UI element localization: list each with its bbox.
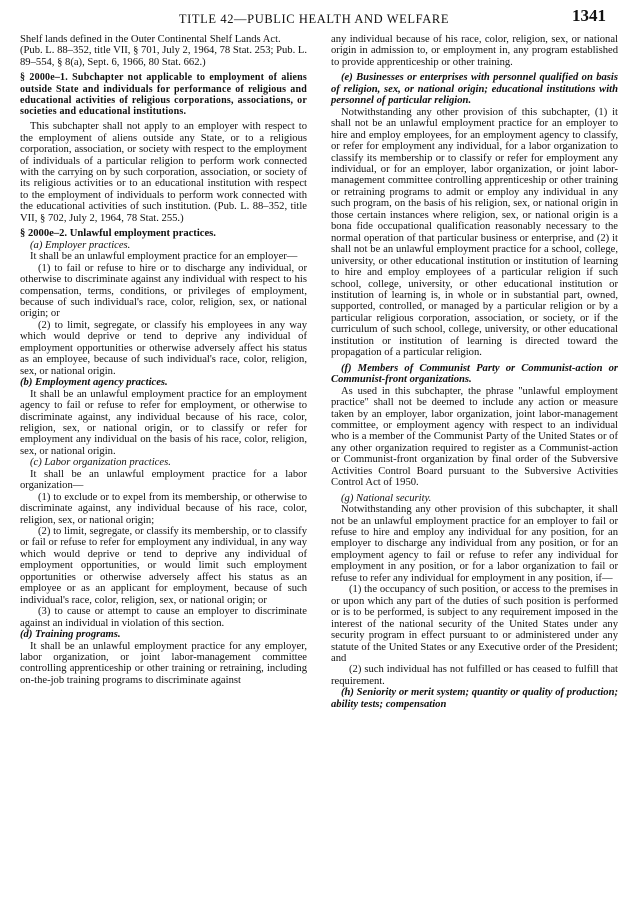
clause: (1) to exclude or to expel from its membership, or otherwise to discriminate against, any individual because of his race, color, religion, sex, or national origin; [20, 491, 307, 526]
left-column [20, 34, 307, 686]
paragraph: It shall be an unlawful employment practice for an employment agency to fail or refuse to refer for employment, or otherwise to discriminate against, any individual because of his race, color, religion, sex, or national origin, or to classify or refer for employment any individual on the basis of his race, color, religion, sex, or national origin. [20, 388, 307, 457]
subsection-heading: (a) Employer practices. [30, 239, 131, 251]
paragraph: As used in this subchapter, the phrase "unlawful employment practice" shall not be deemed to include any action or measure taken by an employer, labor organization, joint labor-management committee, or employment agency with respect to an individual who is a member of the Communist Party of the United States or of any other organization required to register as a Communist-action or Communist-front organization by final order of the Subversive Activities Control Board pursuant to the Subversive Activities Control Act of 1950. [331, 385, 618, 489]
subsection-heading: (b) Employment agency practices. [20, 377, 168, 389]
subsection-heading: (g) National security. [341, 492, 432, 504]
clause: (2) to limit, segregate, or classify his employees in any way which would deprive or tend to deprive any individual of employment opportunities or otherwise adversely affect his status as an employee, because of such individual's race, color, religion, sex, or national origin. [20, 319, 307, 377]
paragraph: It shall be an unlawful employment practice for an employer— [30, 251, 298, 263]
subsection-heading: (c) Labor organization practices. [30, 457, 171, 469]
running-title: TITLE 42—PUBLIC HEALTH AND WELFARE [178, 12, 450, 26]
subsection-heading: (d) Training programs. [20, 629, 121, 641]
page-header [22, 4, 606, 30]
clause: (3) to cause or attempt to cause an employer to discriminate against an individual in violation of this section. [20, 606, 307, 629]
paragraph: It shall be an unlawful employment practice for a labor organization— [20, 468, 307, 492]
right-column [331, 34, 618, 710]
citation: (Pub. L. 88–352, title VII, § 701, July 2, 1964, 78 Stat. 253; Pub. L. 89–554, § 8(a), Sept. 6, 1966, 80 Stat. 662.) [20, 45, 308, 68]
subsection-heading: (e) Businesses or enterprises with personnel qualified on basis of religion, sex, or national origin; educational institutions with personnel of particular religion. [331, 72, 618, 107]
paragraph: Shelf lands defined in the Outer Continental Shelf Lands Act. [20, 34, 281, 45]
paragraph: It shall be an unlawful employment practice for any employer, labor organization, or joint labor-management committee controlling apprenticeship or other training or retraining, including on-the-job training programs to discriminate against [20, 640, 307, 686]
clause: (2) such individual has not fulfilled or has ceased to fulfill that requirement. [331, 664, 618, 687]
clause: (1) the occupancy of such position, or access to the premises in or upon which any part of the duties of such position is performed or is to be performed, is subject to any requirement imposed in the interest of the national security of the United States under any security program in effect pursuant to or administered under any statute of the United States or any Executive order of the President; and [331, 584, 618, 665]
page-number: 1341 [572, 6, 606, 25]
clause: (1) to fail or refuse to hire or to discharge any individual, or otherwise to discriminate against any individual with respect to his compensation, terms, conditions, or privileges of employment, because of such individual's race, color, religion, sex, or national origin; or [20, 262, 307, 320]
paragraph: Notwithstanding any other provision of this subchapter, it shall not be an unlawful employment practice for an employer to fail or refuse to hire and employ any individual for any position, for an employer to discharge any individual from any position, or for an employment agency to fail or refuse to refer any individual for employment in any position, or for a labor organization to fail or refuse to refer any individual for employment in any position, if— [331, 504, 618, 584]
subsection-heading: (f) Members of Communist Party or Communist-action or Communist-front organizations. [331, 362, 618, 386]
paragraph: Notwithstanding any other provision of this subchapter, (1) it shall not be an unlawful employment practice for an employer to hire and employ employees, for an employment agency to classify, or refer for employment any individual, for a labor organization to classify its membership or to classify or refer for employment any individual, or for an employer, labor organization, or joint labor-management committee controlling apprenticeship or other training or retraining programs to admit or employ any individual in any such program, on the basis of his religion, sex, or national origin in those certain instances where religion, sex, or national origin is a bona fide occupational qualification reasonably necessary to the normal operation of that particular business or enterprise, and (2) it shall not be an unlawful employment practice for a school, college, university, or other educational institution or institution of learning to hire and employ employees of a particular religion if such school, college, university, or other educational institution or institution of learning is, in whole or in substantial part, owned, supported, controlled, or managed by a particular religion or by a particular religious corporation, association, or society, or if the curriculum of such school, college, university, or other educational institution or institution of learning is directed toward the propagation of a particular religion. [331, 106, 618, 359]
clause: (2) to limit, segregate, or classify its membership, or to classify or fail or refuse to refer for employment any individual, in any way which would deprive or tend to deprive any individual of employment opportunities, or would limit such employment opportunities or otherwise adversely affect his status as an employee or as an applicant for employment, because of such individual's race, color, religion, sex, or national origin; or [20, 526, 307, 606]
paragraph: any individual because of his race, color, religion, sex, or national origin in admission to, or employment in, any program established to provide apprenticeship or other training. [331, 34, 618, 68]
paragraph: This subchapter shall not apply to an employer with respect to the employment of aliens outside any State, or to a religious corporation, association, or society with respect to the employment of individuals of a particular religion to perform work connected with the carrying on by such corporation, association, or society of its religious activities or to an educational institution with respect to the employment of individuals to perform work connected with the educational activities of such institution. (Pub. L. 88–352, title VII, § 702, July 2, 1964, 78 Stat. 255.) [20, 121, 307, 224]
section-heading: § 2000e–2. Unlawful employment practices. [20, 228, 216, 240]
subsection-heading: (h) Seniority or merit system; quantity or quality of production; ability tests; compensation [331, 687, 618, 710]
section-heading: § 2000e–1. Subchapter not applicable to employment of aliens outside State and individuals for performance of religious and educational activities of religious corporations, associations, or societies and educational institutions. [20, 72, 307, 117]
